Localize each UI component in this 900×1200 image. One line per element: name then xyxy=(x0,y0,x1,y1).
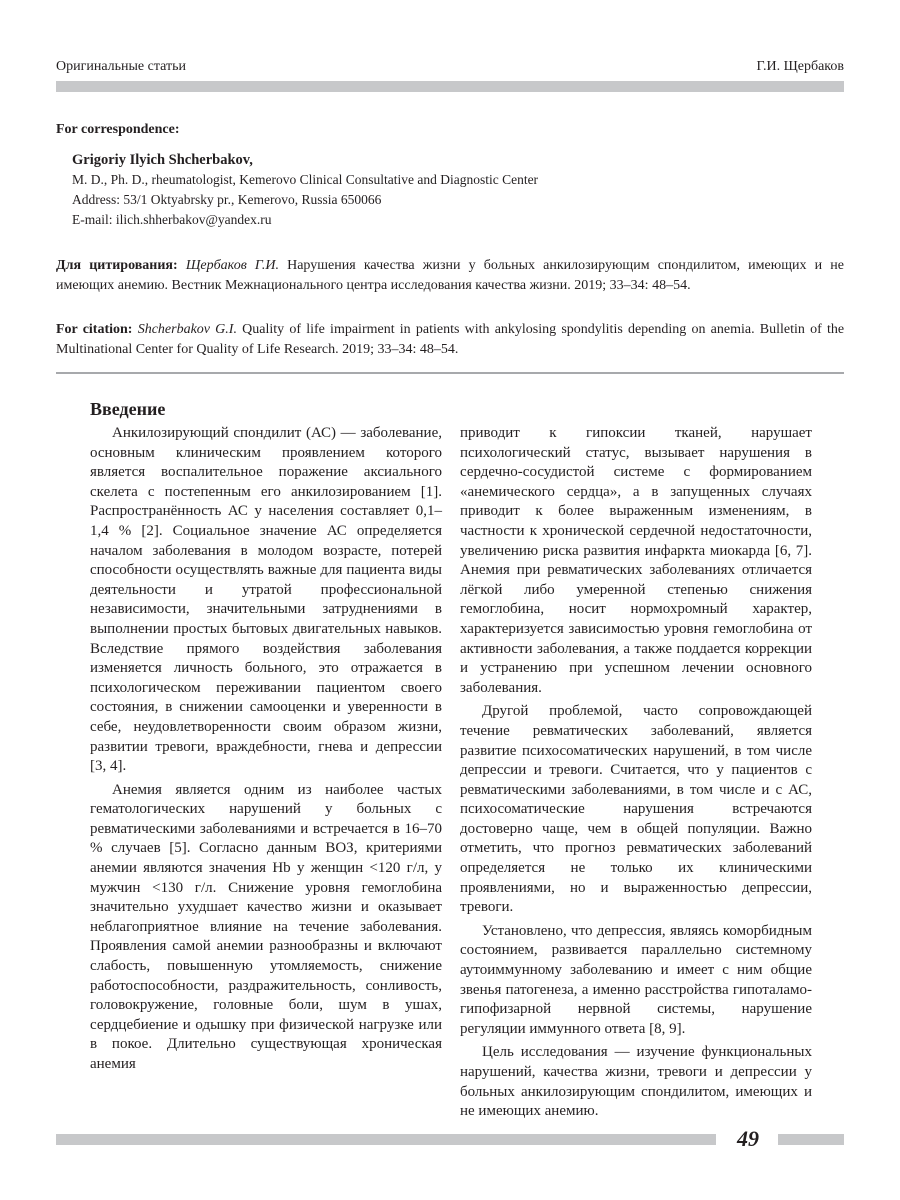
paragraph: Установлено, что депрессия, являясь коморбидным состоянием, развивается параллельно системному аутоиммунному заболеванию и имеет с ним общие звенья патогенеза, а именно расстройства гипоталамо-гипофизарной нервной системы, нарушение регуляции иммунного ответа [8, 9]. xyxy=(460,922,812,1037)
section-divider xyxy=(56,372,844,374)
paragraph-continued: приводит к гипоксии тканей, нарушает психологический статус, вызывает нарушения в сердечно-сосудистой системе с формированием «анемического сердца», а в запущенных случаях приводит к более выраженным изменениям, в частности к хронической сердечной недостаточности, увеличению риска развития инфаркта миокарда [6, 7]. Анемия при ревматических заболеваниях отличается лёгкой либо умеренной степенью снижения гемоглобина, носит нормохромный характер, характеризуется зависимостью уровня гемоглобина от активности заболевания, а также поддается коррекции и устранению при успешном лечении основного заболевания. xyxy=(460,425,812,696)
footer-bar-left xyxy=(56,1134,716,1145)
correspondence-block xyxy=(56,120,844,230)
footer-bar-right xyxy=(778,1134,844,1145)
citation-russian xyxy=(56,256,844,296)
left-column xyxy=(90,398,442,1079)
header-bar xyxy=(56,81,844,92)
correspondence-name: Grigoriy Ilyich Shcherbakov, xyxy=(72,152,253,168)
section-name: Оригинальные статьи xyxy=(56,59,186,74)
correspondence-affiliation: M. D., Ph. D., rheumatologist, Kemerovo Clinical Consultative and Diagnostic Center xyxy=(72,172,539,187)
paragraph: Анкилозирующий спондилит (АС) — заболевание, основным клиническим проявлением которого является воспалительное поражение аксиального скелета с постепенным его анкилозированием [1]. Распространённость АС у населения составляет 0,1–1,4 % [2]. Социальное значение АС определяется началом заболевания в молодом возрасте, потерей способности осуществлять важные для пациента виды деятельности и утратой профессиональной независимости, значительными затруднениями в выполнении простых бытовых двигательных навыков. Вследствие прямого воздействия заболевания изменяется личность больного, это отражается в психологическом переживании пациентом своего состояния, в снижении самооценки и уверенности в себе, неудовлетворенности своим образом жизни, развитии тревоги, враждебности, гнева и депрессии [3, 4]. xyxy=(90,425,442,775)
header-author: Г.И. Щербаков xyxy=(756,59,844,74)
citation-english xyxy=(56,320,844,360)
citation-ru-authors: Щербаков Г.И. xyxy=(185,258,279,273)
citation-en-text: Quality of life impairment in patients with ankylosing spondylitis depending on anemia. Bulletin of the Multinational Center for Quality of Life Research. 2019; 33–34: 48–54. xyxy=(56,322,845,357)
paragraph: Другой проблемой, часто сопровождающей течение ревматических заболеваний, является развитие психосоматических нарушений, в том числе депрессии и тревоги. Считается, что у пациентов с ревматическими заболеваниями, в том числе и с АС, психосоматические нарушения встречаются достоверно чаще, чем в общей популяции. Важно отметить, что прогноз ревматических заболеваний определяется не только их клиническими проявлениями, но и выраженностью депрессии, тревоги. xyxy=(460,703,812,916)
page-number: 49 xyxy=(737,1126,759,1151)
paragraph: Цель исследования — изучение функциональных нарушений, качества жизни, тревоги и депрессии у больных анкилозирующим спондилитом, имеющих и не имеющих анемию. xyxy=(460,1044,812,1120)
paragraph: Анемия является одним из наиболее частых гематологических нарушений у больных с ревматическими заболеваниями и встречается в 16–70 % случаев [5]. Согласно данным ВОЗ, критериями анемии являются значения Hb у женщин <120 г/л, у мужчин <130 г/л. Снижение уровня гемоглобина значительно ухудшает качество жизни и оказывает неблагоприятное влияние на течение заболевания. Проявления самой анемии разнообразны и включают слабость, повышенную утомляемость, снижение работоспособности, раздражительность, сонливость, головокружение, головные боли, шум в ушах, сердцебиение и одышку при физической нагрузке или в покое. Длительно существующая хроническая анемия xyxy=(90,781,442,1072)
citation-ru-text: Нарушения качества жизни у больных анкилозирующим спондилитом, имеющих и не имеющих анемию. Вестник Межнационального центра исследования качества жизни. 2019; 33–34: 48–54. xyxy=(56,258,844,293)
section-title: Введение xyxy=(90,399,166,419)
citation-ru-label: Для цитирования: xyxy=(56,258,178,273)
citation-en-label: For citation: xyxy=(56,322,133,337)
correspondence-email[interactable]: E-mail: ilich.shherbakov@yandex.ru xyxy=(72,212,272,227)
correspondence-address: Address: 53/1 Oktyabrsky pr., Kemerovo, Russia 650066 xyxy=(72,192,382,207)
citation-en-authors: Shcherbakov G.I. xyxy=(137,322,237,337)
right-column xyxy=(460,424,812,1126)
correspondence-title: For correspondence: xyxy=(56,122,180,137)
